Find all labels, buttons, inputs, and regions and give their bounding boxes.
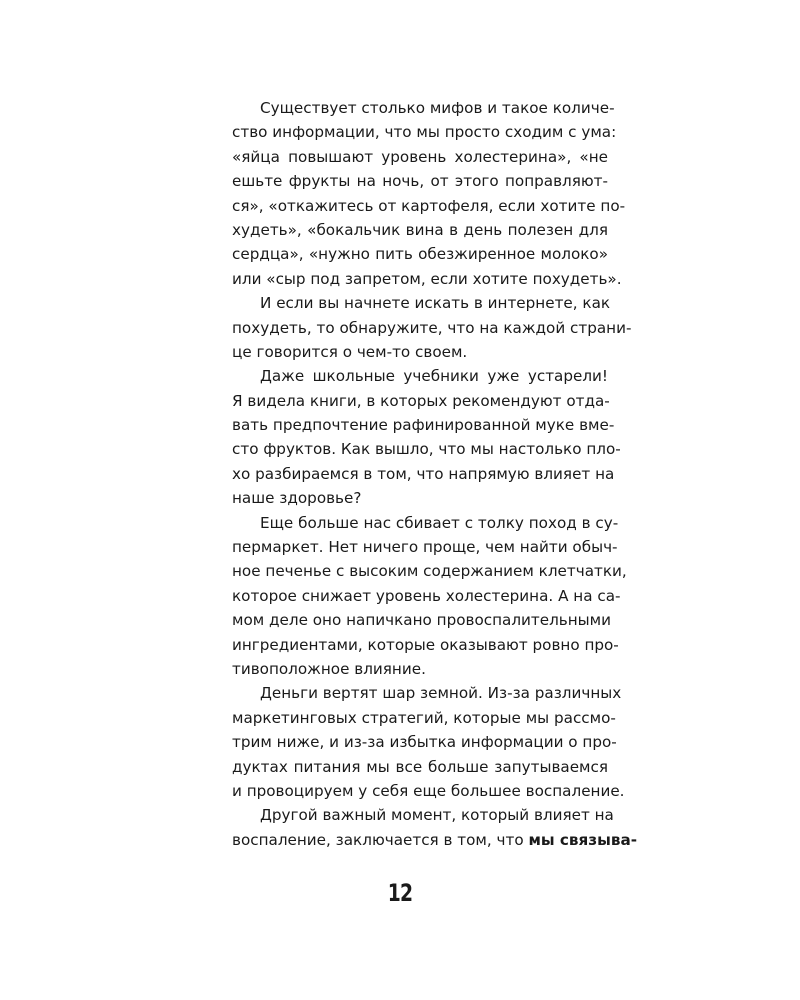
text-line: Еще больше нас сбивает с толку поход в су-	[260, 513, 619, 532]
text-line: Деньги вертят шар земной. Из-за различных	[260, 684, 622, 703]
text-line: И если вы начнете искать в интернете, как	[260, 294, 611, 313]
text-line: вать предпочтение рафинированной муке вме-	[232, 416, 615, 435]
text-line: маркетинговых стратегий, которые мы рассмо-	[232, 708, 616, 727]
text-line: ся», «откажитесь от картофеля, если хотите по-	[232, 196, 626, 215]
text-line: похудеть, то обнаружите, что на каждой страни-	[232, 318, 632, 337]
text-line: которое снижает уровень холестерина. А на са-	[232, 586, 621, 605]
text-line: хо разбираемся в том, что напрямую влияет на	[232, 464, 615, 483]
page-number: 12	[387, 879, 413, 907]
text-line: сердца», «нужно пить обезжиренное молоко»	[232, 245, 608, 264]
text-line: наше здоровье?	[232, 489, 362, 508]
text-line: ство информации, что мы просто сходим с ума:	[232, 123, 617, 142]
text-line: или «сыр под запретом, если хотите похудеть».	[232, 269, 622, 288]
bold-text-fragment: мы связыва-	[528, 830, 638, 849]
text-line: ное печенье с высоким содержанием клетчатки,	[232, 562, 627, 581]
text-line: ингредиентами, которые оказывают ровно про-	[232, 635, 619, 654]
text-line: Другой важный момент, который влияет на	[260, 806, 614, 825]
text-line: Существует столько мифов и такое количе-	[260, 99, 615, 117]
text-line: «яйца повышают уровень холестерина», «не	[232, 147, 608, 166]
text-line: тивоположное влияние.	[232, 659, 426, 678]
text-line: це говорится о чем-то своем.	[232, 342, 468, 361]
text-line: пермаркет. Нет ничего проще, чем найти обыч-	[232, 538, 618, 557]
text-line-mixed	[232, 828, 638, 852]
text-line: Я видела книги, в которых рекомендуют отда-	[232, 391, 610, 410]
text-line: ешьте фрукты на ночь, от этого поправляют-	[232, 172, 608, 191]
text-line: трим ниже, и из-за избытка информации о про-	[232, 733, 617, 752]
text-line: дуктах питания мы все больше запутываемся	[232, 757, 608, 776]
text-line: мом деле оно напичкано провоспалительными	[232, 611, 612, 630]
text-line: и провоцируем у себя еще большее воспаление.	[232, 781, 625, 800]
text-line: сто фруктов. Как вышло, что мы настолько пло-	[232, 440, 621, 459]
page-body-text	[232, 96, 638, 852]
text-fragment: воспаление, заключается в том, что	[232, 830, 529, 849]
text-line: худеть», «бокальчик вина в день полезен для	[232, 220, 608, 239]
text-line: Даже школьные учебники уже устарели!	[260, 367, 608, 386]
